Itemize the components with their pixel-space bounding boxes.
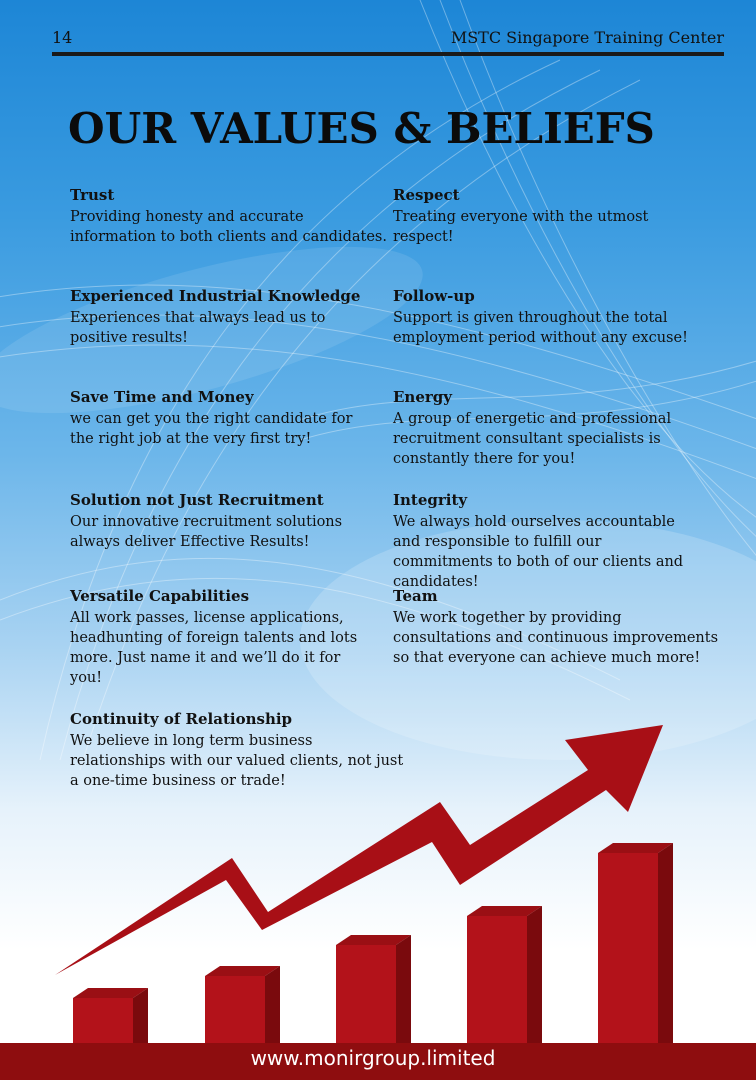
value-description: We always hold ourselves accountable and responsible to fulfill our commitments to both of our clients and candidates! [393,514,684,590]
value-trust [70,185,388,247]
bar-5 [598,843,673,1043]
value-respect [393,185,711,247]
value-heading: Team [393,587,438,605]
bar-2 [205,966,280,1043]
value-save-time-and-money [70,387,388,449]
bar-3 [336,935,411,1043]
page-number: 14 [52,28,73,47]
value-description: Treating everyone with the utmost respect! [393,209,649,245]
value-follow-up [393,286,711,348]
footer-website-link[interactable]: www.monirgroup.limited [250,1046,496,1070]
page-title: OUR VALUES & BELIEFS [68,104,655,153]
value-description: All work passes, license applications, headhunting of foreign talents and lots more. Just name it and we’ll do it for you! [70,610,358,686]
value-heading: Solution not Just Recruitment [70,491,324,509]
header-title: MSTC Singapore Training Center [450,28,724,47]
value-heading: Trust [70,186,115,204]
value-heading: Experienced Industrial Knowledge [70,287,361,305]
value-integrity [393,490,711,592]
value-heading: Respect [393,186,460,204]
value-heading: Continuity of Relationship [70,710,293,728]
value-energy [393,387,711,469]
value-description: Experiences that always lead us to positive results! [70,310,326,346]
value-experienced-industrial-knowledge [70,286,388,348]
header-divider [52,52,724,56]
value-description: Support is given throughout the total employment period without any excuse! [393,310,688,346]
bar-4 [467,906,542,1043]
value-heading: Versatile Capabilities [70,587,250,605]
value-description: We believe in long term business relationships with our valued clients, not just a one-time business or trade! [70,733,404,789]
value-team [393,586,719,668]
value-description: Providing honesty and accurate information to both clients and candidates. [70,209,387,245]
value-description: Our innovative recruitment solutions always deliver Effective Results! [70,514,343,550]
value-versatile-capabilities [70,586,388,688]
value-heading: Integrity [393,491,468,509]
value-description: We work together by providing consultations and continuous improvements so that everyone can achieve much more! [393,610,719,666]
value-description: A group of energetic and professional recruitment consultant specialists is constantly there for you! [393,411,672,467]
value-continuity-of-relationship [70,709,410,791]
value-description: we can get you the right candidate for the right job at the very first try! [70,411,353,447]
bar-1 [73,988,148,1043]
value-heading: Follow-up [393,287,475,305]
value-heading: Energy [393,388,452,406]
value-solution-not-just-recruitment [70,490,388,552]
value-heading: Save Time and Money [70,388,254,406]
page-header [52,28,724,54]
